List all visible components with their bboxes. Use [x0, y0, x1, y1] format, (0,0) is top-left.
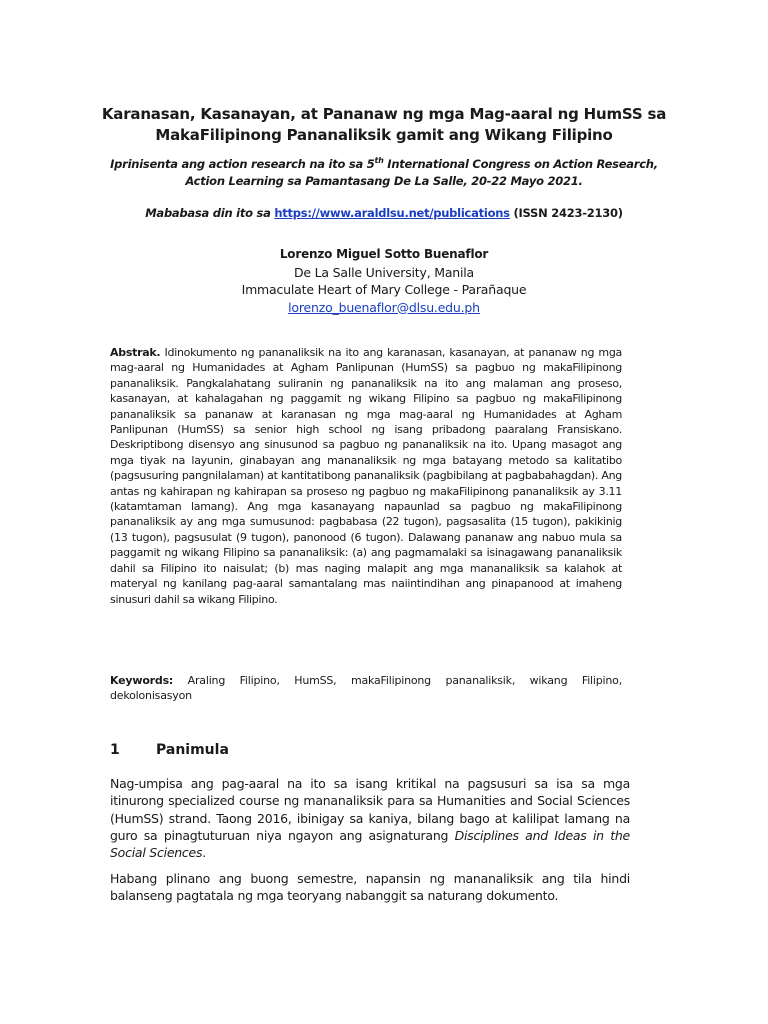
presentation-line-1	[100, 156, 668, 173]
paragraph-2-text: Habang plinano ang buong semestre, napansin ng mananaliksik ang tila hindi balanseng pagtatala ng mga teoryang nabanggit sa naturang dokumento.	[110, 871, 630, 904]
author-block	[100, 246, 668, 316]
keywords-text: Araling Filipino, HumSS, makaFilipinong pananaliksik, wikang Filipino, dekolonisasyon	[110, 674, 622, 703]
presentation-line-2: Action Learning sa Pamantasang De La Salle, 20-22 Mayo 2021.	[185, 174, 583, 188]
course-title: Disciplines and Ideas in the Social Sciences	[110, 827, 631, 861]
affiliation-1: De La Salle University, Manila	[293, 264, 475, 280]
paragraph-1-text: Nag-umpisa ang pag-aaral na ito sa isang kritikal na pagsusuri sa isa sa mga itinurong specialized course ng mananaliksik para sa Humanities and Social Sciences (HumSS) strand. Taong 2016, ibinigay sa kaniya, bilang bago at kalilipat lamang na guro sa pinagtuturuan niya ngayon ang asignaturang	[110, 776, 630, 843]
keywords-label: Keywords:	[110, 674, 174, 687]
paper-title	[100, 104, 668, 146]
presentation-line-1-a: Iprinisenta ang action research na ito sa 5	[110, 157, 375, 171]
body-paragraph-2	[110, 870, 630, 905]
section-number: 1	[110, 742, 120, 758]
section-title: Panimula	[156, 742, 229, 758]
availability-lead: Mababasa din ito sa	[145, 206, 275, 220]
affiliation-2: Immaculate Heart of Mary College - Parañaque	[241, 282, 527, 297]
title-line-1: Karanasan, Kasanayan, at Pananaw ng mga Mag-aaral ng HumSS sa	[101, 105, 667, 123]
abstract-label: Abstrak.	[110, 346, 161, 359]
availability-note	[100, 205, 668, 222]
publications-link[interactable]: https://www.araldlsu.net/publications	[274, 206, 510, 220]
paragraph-1-end: .	[202, 845, 206, 861]
presentation-note	[100, 156, 668, 190]
abstract	[110, 345, 622, 607]
presentation-line-1-b: International Congress on Action Research,	[383, 157, 658, 171]
issn-text: (ISSN 2423-2130)	[509, 206, 623, 220]
ordinal-suffix: th	[374, 156, 384, 166]
keywords	[110, 673, 622, 704]
title-line-2: MakaFilipinong Pananaliksik gamit ang Wikang Filipino	[155, 126, 613, 144]
author-name: Lorenzo Miguel Sotto Buenaflor	[279, 247, 489, 261]
section-heading	[110, 740, 630, 760]
abstract-text: Idinokumento ng pananaliksik na ito ang karanasan, kasanayan, at pananaw ng mga mag-aaral ng Humanidades at Agham Panlipunan (HumSS) sa pagbuo ng makaFilipinong pananaliksik. Pangkalahatang suliranin ng pananaliksik na ito ang malaman ang proseso, kasanayan, at kahalagahan ng paggamit ng wikang Filipino sa pagbuo ng makaFilipinong pananaliksik sa pananaw at karanasan ng mga mag-aaral ng Humanidades at Agham Panlipunan (HumSS) sa senior high school ng isang pribadong paaralang Fransiskano. Deskriptibong disensyo ang sinusunod sa pagbuo ng pananaliksik na ito. Upang masagot ang mga tiyak na layunin, ginabayan ang mananaliksik ng mga batayang metodo sa kalitatibo (pagsusuring pangnilalaman) at kantitatibong pananaliksik (pagbibilang at pagbabahagdan). Ang antas ng kahirapan ng kahirapan sa proseso ng pagbuo ng makaFilipinong pananaliksik ay 3.11 (katamtaman lamang). Ang mga kasanayang napaunlad sa pagbuo ng makaFilipinong pananaliksik ay ang mga sumusunod: pagbabasa (22 tugon), pagsasalita (15 tugon), pakikinig (13 tugon), pagsusulat (9 tugon), panonood (6 tugon). Dalawang pananaw ang nabuo mula sa paggamit ng wikang Filipino sa pananaliksik: (a) ang pagmamalaki sa isinagawang pananaliksik dahil sa Filipino ito naisulat; (b) mas naging malapit ang mga mananaliksik sa kalahok at materyal ng kanilang pag-aaral samantalang mas naiintindihan ang pinapanood at imaheng sinusuri dahil sa wikang Filipino.	[110, 346, 622, 606]
body-paragraph-1	[110, 775, 630, 861]
author-email-link[interactable]: lorenzo_buenaflor@dlsu.edu.ph	[288, 299, 480, 315]
